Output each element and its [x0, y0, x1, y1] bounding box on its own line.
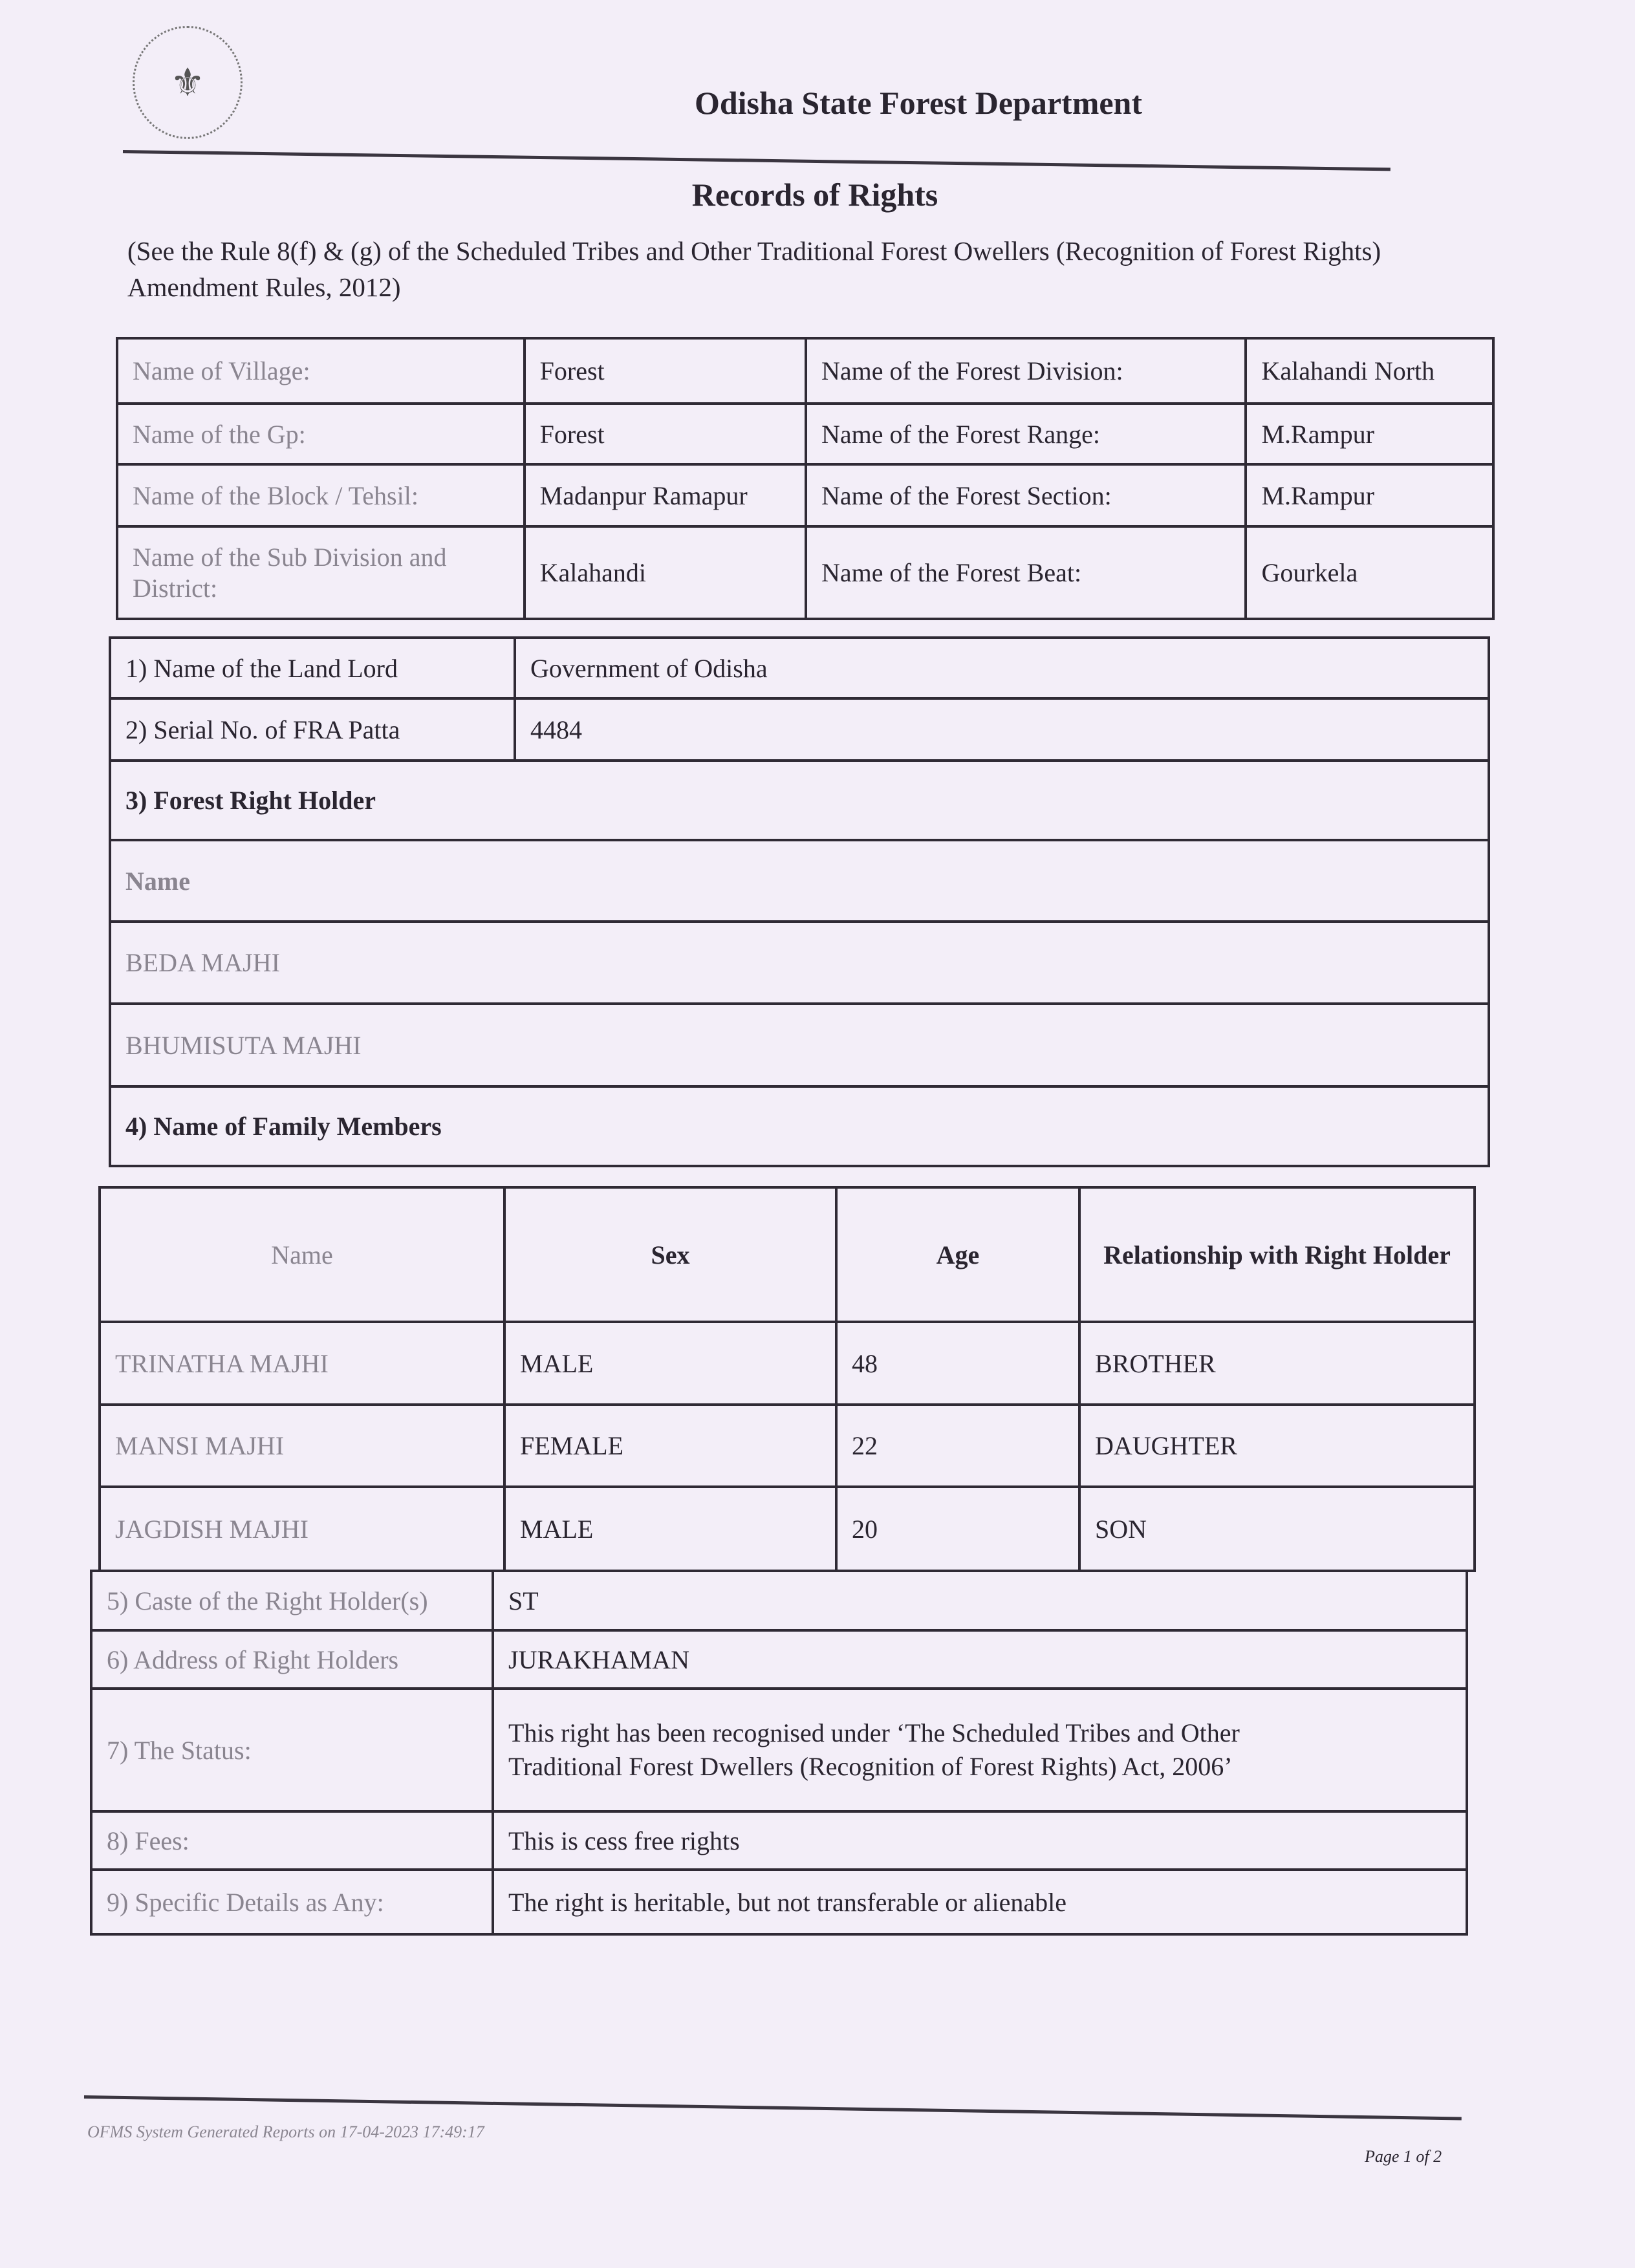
- member-sex: MALE: [504, 1322, 836, 1405]
- label: Name of the Sub Division and District:: [117, 526, 525, 619]
- holder-name: BEDA MAJHI: [110, 922, 1489, 1004]
- odisha-emblem-seal: ⚜: [133, 26, 243, 139]
- name-heading: Name: [110, 840, 1489, 922]
- label: Name of the Block / Tehsil:: [117, 464, 525, 526]
- label: Name of Village:: [117, 338, 525, 404]
- member-age: 48: [836, 1322, 1079, 1405]
- detail-label: 9) Specific Details as Any:: [91, 1870, 493, 1934]
- member-name: MANSI MAJHI: [100, 1405, 504, 1487]
- detail-label: 5) Caste of the Right Holder(s): [91, 1571, 493, 1630]
- page-number: Page 1 of 2: [1365, 2147, 1442, 2166]
- detail-row: [91, 1571, 1467, 1630]
- member-age: 20: [836, 1487, 1079, 1571]
- header-relationship: Relationship with Right Holder: [1079, 1187, 1475, 1322]
- land-lord-label: 1) Name of the Land Lord: [110, 638, 515, 698]
- header-name: Name: [100, 1187, 504, 1322]
- location-row: [117, 464, 1493, 526]
- member-relationship: DAUGHTER: [1079, 1405, 1475, 1487]
- document-title: Records of Rights: [691, 177, 938, 213]
- detail-row: [91, 1811, 1467, 1870]
- family-row: [100, 1487, 1475, 1571]
- label: Name of the Gp:: [117, 404, 525, 464]
- detail-value: This right has been recognised under ‘The Scheduled Tribes and Other Traditional Forest Dwellers (Recognition of Forest Rights) Act, 2006’: [493, 1689, 1467, 1811]
- value: Madanpur Ramapur: [525, 464, 806, 526]
- family-members-table: [98, 1186, 1476, 1572]
- label: Name of the Forest Beat:: [806, 526, 1246, 619]
- holder-heading: 3) Forest Right Holder: [110, 761, 1489, 840]
- label: Name of the Forest Range:: [806, 404, 1246, 464]
- member-name: TRINATHA MAJHI: [100, 1322, 504, 1405]
- member-name: JAGDISH MAJHI: [100, 1487, 504, 1571]
- location-row: [117, 526, 1493, 619]
- label: Name of the Forest Division:: [806, 338, 1246, 404]
- detail-row: [91, 1689, 1467, 1811]
- detail-row: [91, 1630, 1467, 1689]
- value: Forest: [525, 338, 806, 404]
- location-table: [116, 337, 1495, 620]
- department-title: Odisha State Forest Department: [694, 85, 1143, 121]
- member-sex: MALE: [504, 1487, 836, 1571]
- serial-value: 4484: [515, 698, 1489, 761]
- family-heading: 4) Name of Family Members: [110, 1086, 1489, 1166]
- detail-value: The right is heritable, but not transferable or alienable: [493, 1870, 1467, 1934]
- detail-value: ST: [493, 1571, 1467, 1630]
- footer-divider: [84, 2095, 1462, 2120]
- value: M.Rampur: [1246, 404, 1493, 464]
- label: Name of the Forest Section:: [806, 464, 1246, 526]
- detail-value: This is cess free rights: [493, 1811, 1467, 1870]
- details-table: [90, 1570, 1468, 1936]
- member-relationship: SON: [1079, 1487, 1475, 1571]
- location-row: [117, 338, 1493, 404]
- family-header-row: [100, 1187, 1475, 1322]
- rule-reference: (See the Rule 8(f) & (g) of the Scheduled Tribes and Other Traditional Forest Owellers (Recognition of Forest Rights) Amendment Rules, 2012): [127, 236, 1381, 302]
- header-sex: Sex: [504, 1187, 836, 1322]
- detail-row: [91, 1870, 1467, 1934]
- detail-value: JURAKHAMAN: [493, 1630, 1467, 1689]
- family-row: [100, 1405, 1475, 1487]
- value: Kalahandi: [525, 526, 806, 619]
- serial-label: 2) Serial No. of FRA Patta: [110, 698, 515, 761]
- holder-name: BHUMISUTA MAJHI: [110, 1004, 1489, 1086]
- detail-label: 8) Fees:: [91, 1811, 493, 1870]
- member-sex: FEMALE: [504, 1405, 836, 1487]
- value: Forest: [525, 404, 806, 464]
- header-age: Age: [836, 1187, 1079, 1322]
- member-relationship: BROTHER: [1079, 1322, 1475, 1405]
- header-divider: [123, 150, 1391, 171]
- value: Gourkela: [1246, 526, 1493, 619]
- detail-label: 6) Address of Right Holders: [91, 1630, 493, 1689]
- land-lord-value: Government of Odisha: [515, 638, 1489, 698]
- location-row: [117, 404, 1493, 464]
- right-holder-table: [109, 636, 1490, 1167]
- family-row: [100, 1322, 1475, 1405]
- member-age: 22: [836, 1405, 1079, 1487]
- generated-timestamp: OFMS System Generated Reports on 17-04-2023 17:49:17: [87, 2122, 484, 2141]
- value: Kalahandi North: [1246, 338, 1493, 404]
- detail-label: 7) The Status:: [91, 1689, 493, 1811]
- value: M.Rampur: [1246, 464, 1493, 526]
